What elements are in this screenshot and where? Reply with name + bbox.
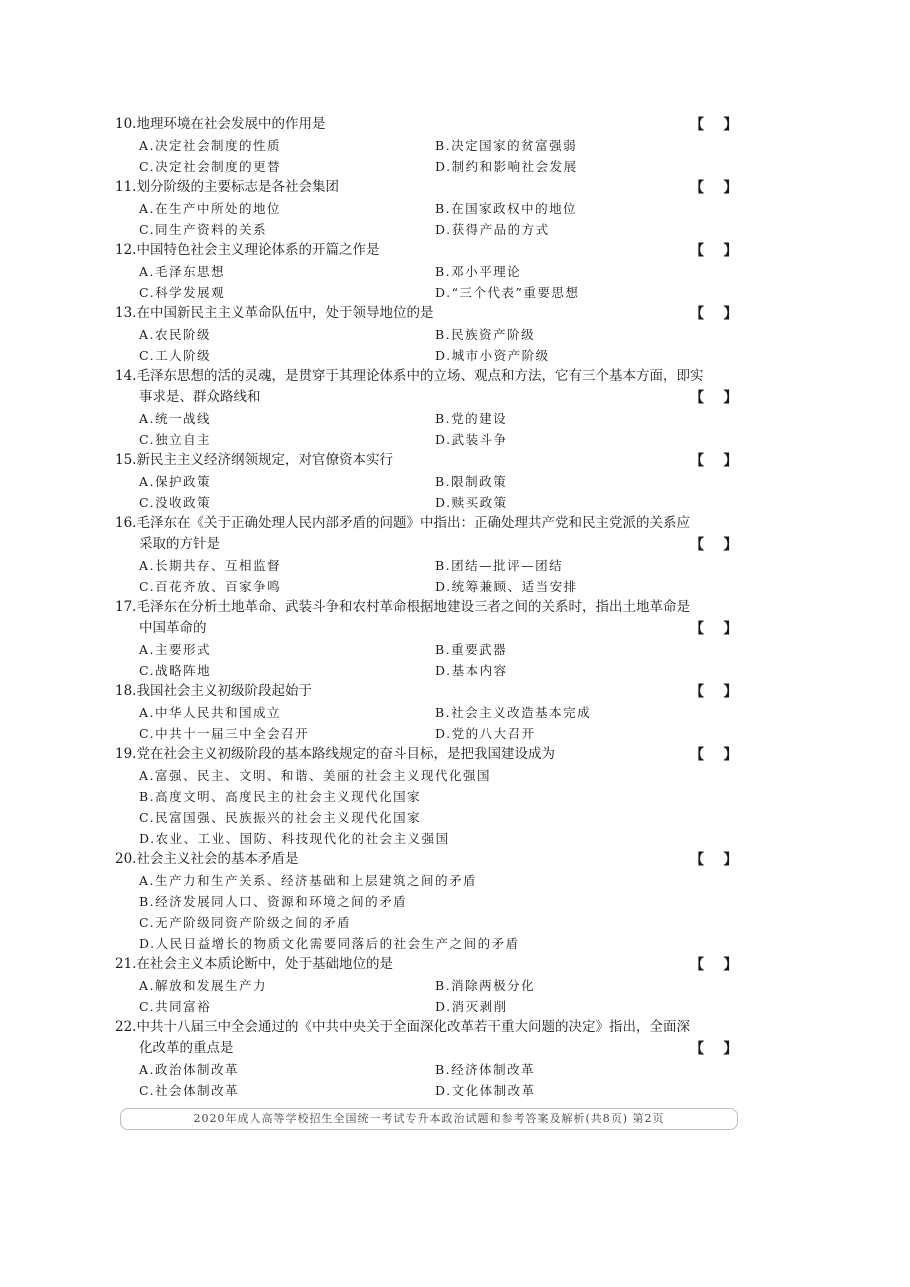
option-b: B.在国家政权中的地位 — [435, 201, 578, 216]
question-13-stem: 13.在中国新民主主义革命队伍中，处于领导地位的是 — [115, 305, 434, 321]
option-a: A.解放和发展生产力 — [139, 978, 268, 993]
page-footer: 2020年成人高等学校招生全国统一考试专升本政治试题和参考答案及解析(共8页) 第2页 — [120, 1108, 738, 1130]
option-a: A.长期共存、互相监督 — [139, 558, 282, 573]
option-d: D.人民日益增长的物质文化需要同落后的社会生产之间的矛盾 — [139, 936, 520, 951]
option-c: C.社会体制改革 — [139, 1083, 240, 1098]
question-19-stem: 19.党在社会主义初级阶段的基本路线规定的奋斗目标，是把我国建设成为 — [115, 746, 555, 762]
answer-bracket: 【 】 — [690, 957, 738, 973]
option-b: B.团结—批评—团结 — [435, 558, 564, 573]
option-b: B.消除两极分化 — [435, 978, 536, 993]
answer-bracket: 【 】 — [690, 621, 738, 637]
option-c: C.战略阵地 — [139, 663, 212, 678]
question-20-stem: 20.社会主义社会的基本矛盾是 — [115, 851, 299, 867]
option-c: C.工人阶级 — [139, 348, 212, 363]
answer-bracket: 【 】 — [690, 306, 738, 322]
option-d: D.城市小资产阶级 — [435, 348, 550, 363]
option-c: C.百花齐放、百家争鸣 — [139, 579, 282, 594]
option-a: A.富强、民主、文明、和谐、美丽的社会主义现代化强国 — [139, 768, 492, 783]
option-c: C.共同富裕 — [139, 999, 212, 1014]
option-b: B.经济发展同人口、资源和环境之间的矛盾 — [139, 894, 408, 909]
answer-bracket: 【 】 — [690, 1041, 738, 1057]
option-a: A.决定社会制度的性质 — [139, 138, 282, 153]
question-15-stem: 15.新民主主义经济纲领规定，对官僚资本实行 — [115, 452, 393, 468]
question-12-stem: 12.中国特色社会主义理论体系的开篇之作是 — [115, 242, 380, 258]
option-c: C.决定社会制度的更替 — [139, 159, 282, 174]
option-a: A.保护政策 — [139, 474, 212, 489]
option-d: D.武装斗争 — [435, 432, 508, 447]
answer-bracket: 【 】 — [690, 852, 738, 868]
question-17-stem: 17.毛泽东在分析土地革命、武装斗争和农村革命根据地建设三者之间的关系时，指出土地革命是 中国革命的 — [115, 599, 690, 636]
answer-bracket: 【 】 — [690, 390, 738, 406]
option-d: D.获得产品的方式 — [435, 222, 550, 237]
answer-bracket: 【 】 — [690, 243, 738, 259]
answer-bracket: 【 】 — [690, 453, 738, 469]
option-d: D.消灭剥削 — [435, 999, 508, 1014]
option-d: D.基本内容 — [435, 663, 508, 678]
option-d: D.农业、工业、国防、科技现代化的社会主义强国 — [139, 831, 450, 846]
option-a: A.在生产中所处的地位 — [139, 201, 282, 216]
option-a: A.中华人民共和国成立 — [139, 705, 282, 720]
option-b: B.经济体制改革 — [435, 1062, 536, 1077]
option-c: C.无产阶级同资产阶级之间的矛盾 — [139, 915, 352, 930]
question-18-stem: 18.我国社会主义初级阶段起始于 — [115, 683, 312, 699]
question-10-stem: 10.地理环境在社会发展中的作用是 — [115, 116, 326, 132]
option-b: B.民族资产阶级 — [435, 327, 536, 342]
option-b: B.邓小平理论 — [435, 264, 522, 279]
option-a: A.主要形式 — [139, 642, 212, 657]
option-d: D.制约和影响社会发展 — [435, 159, 578, 174]
option-a: A.生产力和生产关系、经济基础和上层建筑之间的矛盾 — [139, 873, 478, 888]
question-16-stem: 16.毛泽东在《关于正确处理人民内部矛盾的问题》中指出：正确处理共产党和民主党派的关系应 采取的方针是 — [115, 515, 690, 552]
option-b: B.重要武器 — [435, 642, 508, 657]
option-b: B.高度文明、高度民主的社会主义现代化国家 — [139, 789, 422, 804]
option-a: A.政治体制改革 — [139, 1062, 240, 1077]
question-11-stem: 11.划分阶级的主要标志是各社会集团 — [115, 179, 339, 195]
answer-bracket: 【 】 — [690, 180, 738, 196]
option-d: D.赎买政策 — [435, 495, 508, 510]
option-a: A.统一战线 — [139, 411, 212, 426]
question-22-stem: 22.中共十八届三中全会通过的《中共中央关于全面深化改革若干重大问题的决定》指出，全面深 化改革的重点是 — [115, 1019, 690, 1056]
option-a: A.毛泽东思想 — [139, 264, 226, 279]
option-c: C.科学发展观 — [139, 285, 226, 300]
option-d: D.党的八大召开 — [435, 726, 536, 741]
option-d: D.统筹兼顾、适当安排 — [435, 579, 578, 594]
option-c: C.独立自主 — [139, 432, 212, 447]
option-d: D.“三个代表”重要思想 — [435, 285, 580, 300]
option-c: C.民富国强、民族振兴的社会主义现代化国家 — [139, 810, 422, 825]
option-b: B.决定国家的贫富强弱 — [435, 138, 578, 153]
question-14-stem: 14.毛泽东思想的活的灵魂，是贯穿于其理论体系中的立场、观点和方法，它有三个基本方面，即实 事求是、群众路线和 — [115, 368, 704, 405]
answer-bracket: 【 】 — [690, 684, 738, 700]
answer-bracket: 【 】 — [690, 537, 738, 553]
option-b: B.限制政策 — [435, 474, 508, 489]
option-b: B.党的建设 — [435, 411, 508, 426]
option-b: B.社会主义改造基本完成 — [435, 705, 592, 720]
answer-bracket: 【 】 — [690, 117, 738, 133]
answer-bracket: 【 】 — [690, 747, 738, 763]
option-c: C.同生产资料的关系 — [139, 222, 268, 237]
question-21-stem: 21.在社会主义本质论断中，处于基础地位的是 — [115, 956, 393, 972]
option-c: C.中共十一届三中全会召开 — [139, 726, 310, 741]
option-d: D.文化体制改革 — [435, 1083, 536, 1098]
option-c: C.没收政策 — [139, 495, 212, 510]
option-a: A.农民阶级 — [139, 327, 212, 342]
